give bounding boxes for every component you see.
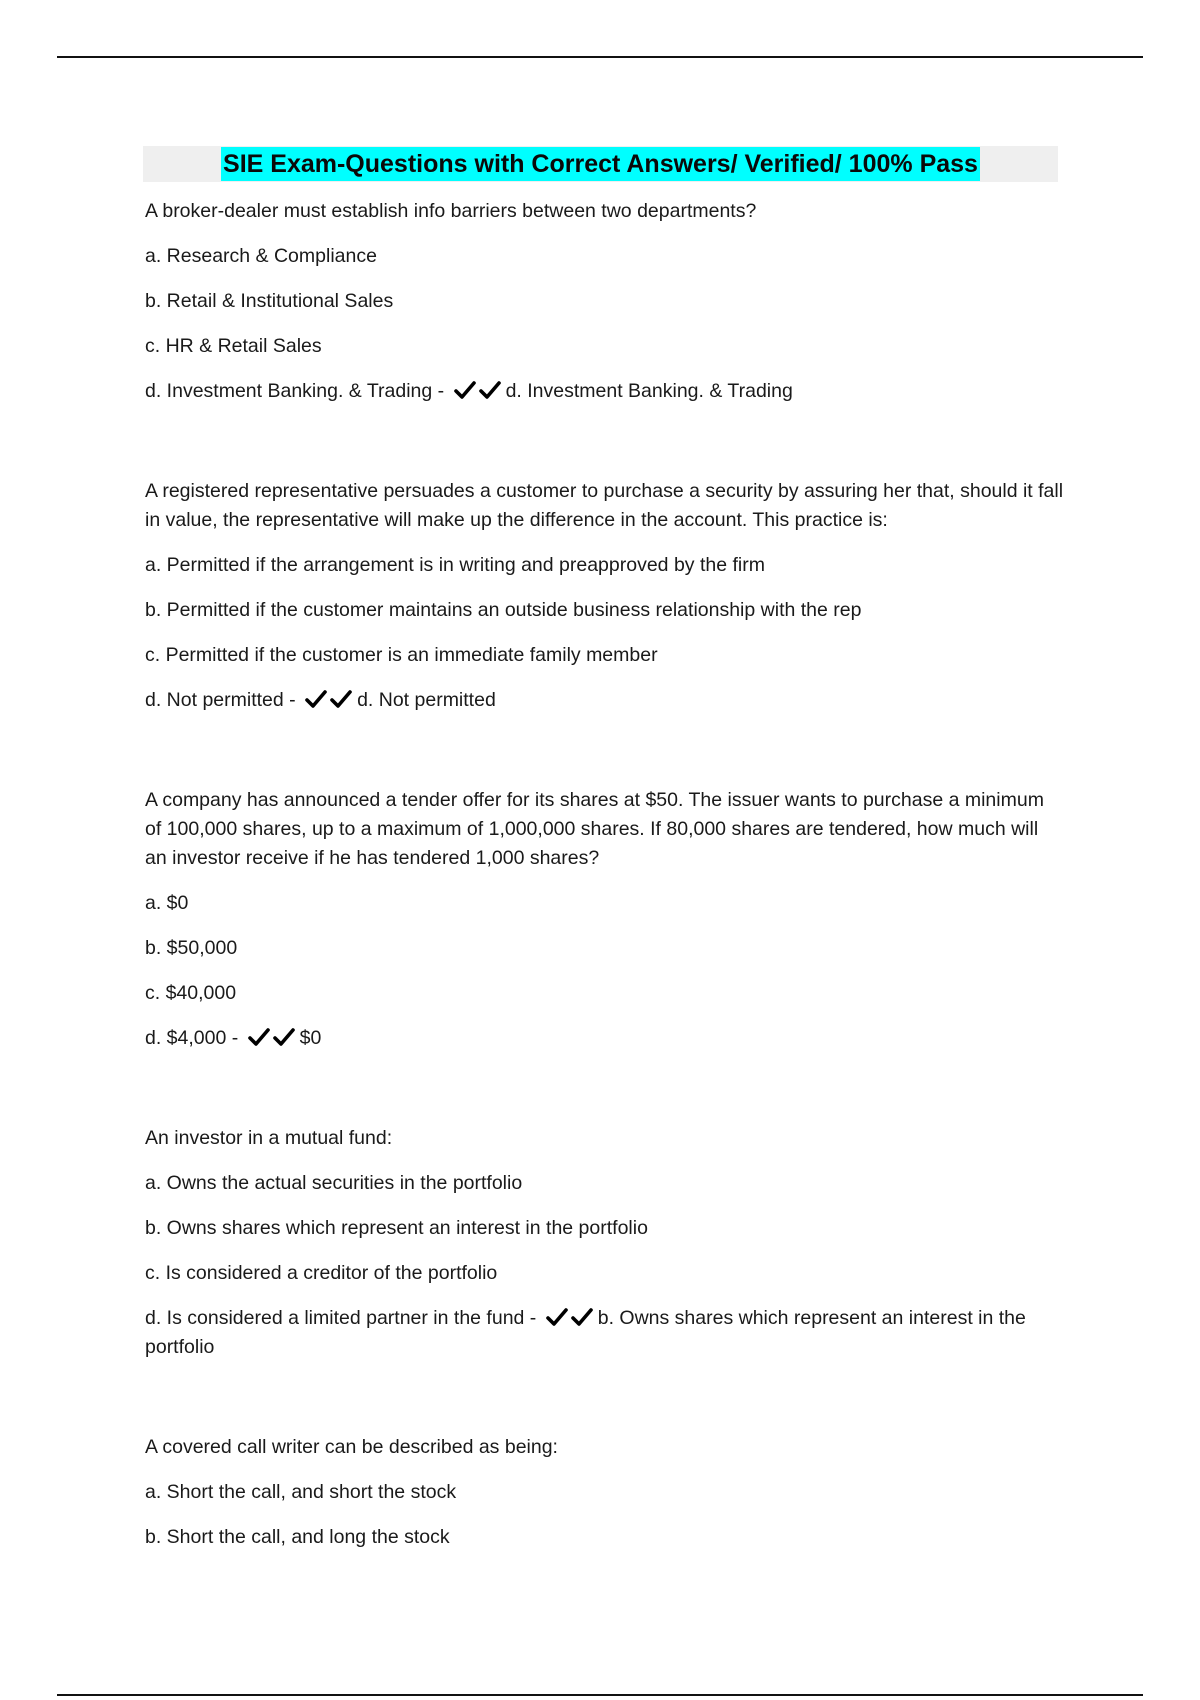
question-1	[145, 197, 1065, 406]
option-b: b. $50,000	[145, 937, 238, 959]
checkmark-icon	[454, 380, 476, 400]
checkmark-icon	[273, 1027, 295, 1047]
question-text: A registered representative persuades a customer to purchase a security by assuring her that, should it fall in value, the representative will make up the difference in the account. This practice is:	[145, 480, 1064, 531]
checkmark-icon	[571, 1307, 593, 1327]
option-d-with-answer	[145, 1304, 1065, 1362]
questions-list	[145, 197, 1065, 1568]
answer-checkmarks	[305, 686, 355, 715]
spacer	[145, 1378, 1065, 1433]
question-text: A company has announced a tender offer for its shares at $50. The issuer wants to purchase a minimum of 100,000 shares, up to a maximum of 1,000,000 shares. If 80,000 shares are tendered, how much will an investor receive if he has tendered 1,000 shares?	[145, 789, 1044, 869]
option-b: b. Short the call, and long the stock	[145, 1526, 450, 1548]
option-d-with-answer	[145, 377, 1065, 406]
checkmark-icon	[330, 689, 352, 709]
checkmark-icon	[546, 1307, 568, 1327]
answer-checkmarks	[454, 377, 504, 406]
question-2	[145, 477, 1065, 715]
option-d: d. Not permitted -	[145, 689, 296, 711]
correct-answer: b. Owns shares which represent an interest in the portfolio	[145, 1307, 1026, 1358]
spacer	[145, 1069, 1065, 1124]
checkmark-icon	[305, 689, 327, 709]
option-a: a. $0	[145, 892, 189, 914]
checkmark-icon	[479, 380, 501, 400]
correct-answer: $0	[299, 1027, 322, 1049]
option-a: a. Short the call, and short the stock	[145, 1481, 457, 1503]
question-3	[145, 786, 1065, 1053]
question-text: An investor in a mutual fund:	[145, 1127, 393, 1149]
top-rule	[57, 56, 1143, 58]
option-c: c. HR & Retail Sales	[145, 335, 322, 357]
option-d: d. $4,000 -	[145, 1027, 239, 1049]
option-d-with-answer	[145, 1024, 1065, 1053]
option-c: c. Is considered a creditor of the portfolio	[145, 1262, 498, 1284]
question-4	[145, 1124, 1065, 1362]
option-b: b. Permitted if the customer maintains an outside business relationship with the rep	[145, 599, 862, 621]
question-text: A covered call writer can be described as being:	[145, 1436, 558, 1458]
document-title: SIE Exam-Questions with Correct Answers/ Verified/ 100% Pass	[221, 147, 980, 181]
title-band	[143, 146, 1058, 182]
option-d: d. Is considered a limited partner in the fund -	[145, 1307, 537, 1329]
option-a: a. Research & Compliance	[145, 245, 377, 267]
option-b: b. Owns shares which represent an interest in the portfolio	[145, 1217, 648, 1239]
bottom-rule	[57, 1694, 1143, 1696]
option-c: c. Permitted if the customer is an immediate family member	[145, 644, 658, 666]
correct-answer: d. Investment Banking. & Trading	[505, 380, 793, 402]
question-5	[145, 1433, 1065, 1552]
option-d-with-answer	[145, 686, 1065, 715]
spacer	[145, 731, 1065, 786]
spacer	[145, 422, 1065, 477]
correct-answer: d. Not permitted	[357, 689, 496, 711]
answer-checkmarks	[546, 1304, 596, 1333]
option-d: d. Investment Banking. & Trading -	[145, 380, 445, 402]
answer-checkmarks	[248, 1024, 298, 1053]
option-a: a. Owns the actual securities in the portfolio	[145, 1172, 523, 1194]
option-b: b. Retail & Institutional Sales	[145, 290, 394, 312]
option-a: a. Permitted if the arrangement is in writing and preapproved by the firm	[145, 554, 765, 576]
question-text: A broker-dealer must establish info barriers between two departments?	[145, 200, 757, 222]
checkmark-icon	[248, 1027, 270, 1047]
option-c: c. $40,000	[145, 982, 237, 1004]
